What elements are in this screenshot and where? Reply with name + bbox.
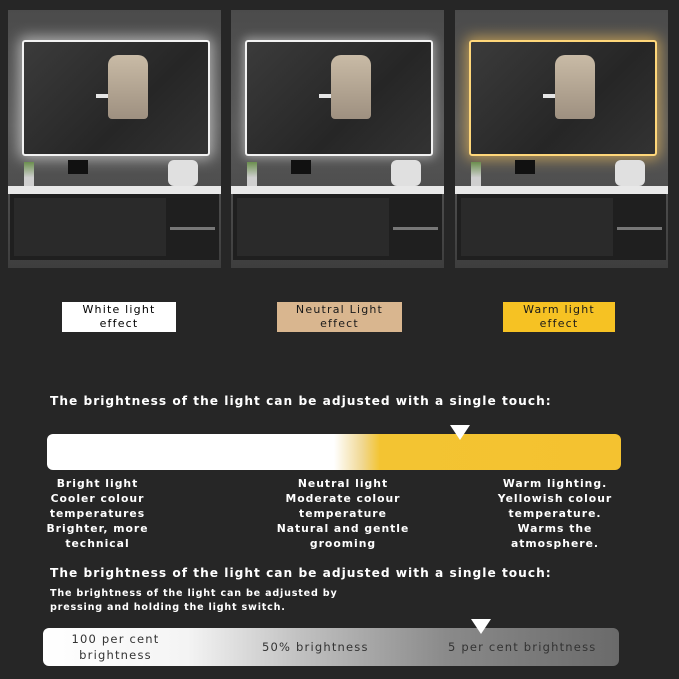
countertop xyxy=(231,186,444,194)
plant xyxy=(24,162,34,186)
vanity-cabinet xyxy=(233,194,442,260)
scene-white-light xyxy=(8,10,221,268)
brightness-50-label: 50% brightness xyxy=(262,640,369,654)
robe xyxy=(108,55,148,119)
mirror-display xyxy=(96,94,108,98)
mirror-display xyxy=(543,94,555,98)
white-light-label: White light effect xyxy=(62,302,176,332)
section-heading-brightness: The brightness of the light can be adjusted with a single touch: xyxy=(50,566,552,580)
color-temperature-bar xyxy=(47,434,621,470)
robe xyxy=(555,55,595,119)
cool-description: Bright light Cooler colour temperatures Brighter, more technical xyxy=(46,477,149,550)
vanity-cabinet xyxy=(10,194,219,260)
towels xyxy=(168,160,198,186)
plant xyxy=(471,162,481,186)
warm-light-label: Warm light effect xyxy=(503,302,615,332)
tap xyxy=(291,160,311,174)
brightness-note: The brightness of the light can be adjusted by pressing and holding the light switch. xyxy=(50,588,338,613)
towels xyxy=(391,160,421,186)
tap xyxy=(68,160,88,174)
robe xyxy=(331,55,371,119)
brightness-5-label: 5 per cent brightness xyxy=(448,640,597,654)
section-heading: The brightness of the light can be adjusted with a single touch: xyxy=(50,394,552,408)
mirror-display xyxy=(319,94,331,98)
towels xyxy=(615,160,645,186)
color-temperature-marker xyxy=(450,425,470,440)
scene-warm-light xyxy=(455,10,668,268)
brightness-100-label: 100 per cent brightness xyxy=(71,632,160,662)
countertop xyxy=(455,186,668,194)
scene-neutral-light xyxy=(231,10,444,268)
brightness-marker xyxy=(471,619,491,634)
vanity-cabinet xyxy=(457,194,666,260)
countertop xyxy=(8,186,221,194)
plant xyxy=(247,162,257,186)
warm-description: Warm lighting. Yellowish colour temperature. Warms the atmosphere. xyxy=(497,477,613,550)
tap xyxy=(515,160,535,174)
neutral-light-label: Neutral Light effect xyxy=(277,302,402,332)
neutral-description: Neutral light Moderate colour temperature Natural and gentle grooming xyxy=(276,477,410,550)
